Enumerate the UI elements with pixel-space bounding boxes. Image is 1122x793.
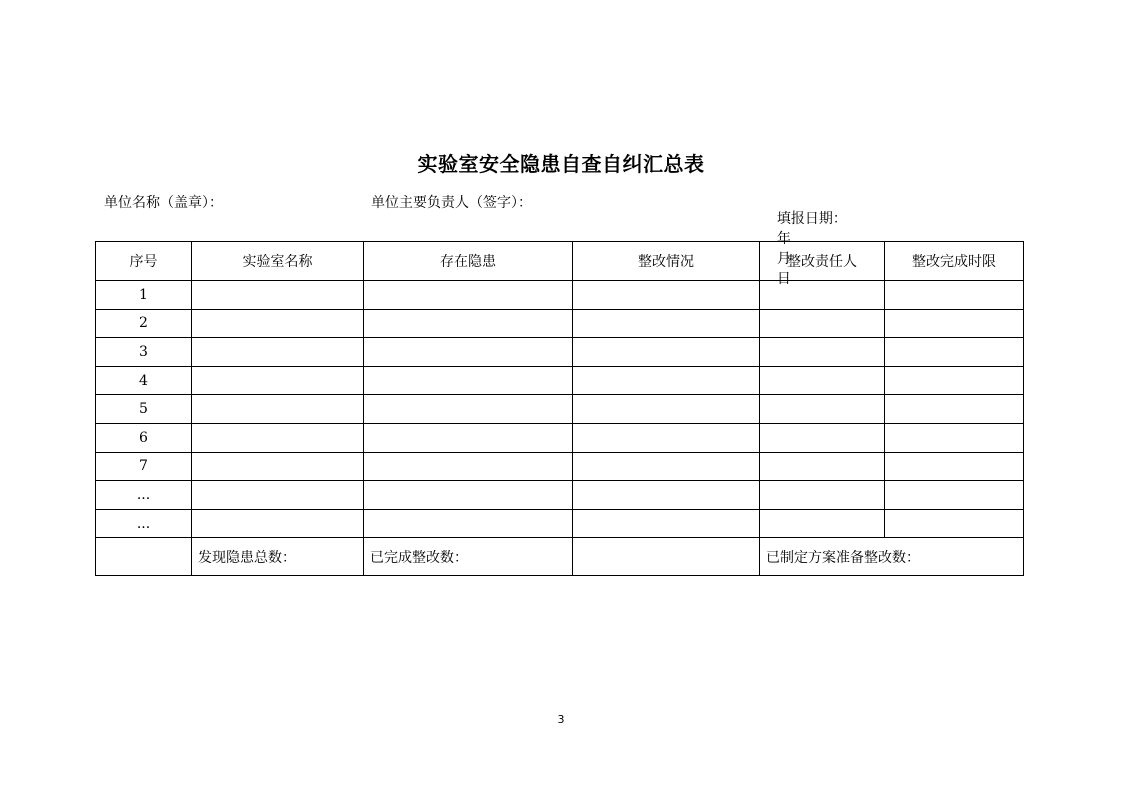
page-number: 3 [557, 713, 565, 726]
row-number: 6 [96, 423, 192, 452]
table-row [96, 309, 1024, 338]
rectification-cell[interactable] [573, 423, 760, 452]
date-month-label: 月 [776, 251, 791, 267]
responsible-cell[interactable] [760, 309, 885, 338]
deadline-cell[interactable] [885, 338, 1024, 367]
responsible-cell[interactable] [760, 281, 885, 310]
lab-name-cell[interactable] [192, 281, 364, 310]
rectification-cell[interactable] [573, 309, 760, 338]
lab-name-cell[interactable] [192, 452, 364, 481]
hazard-cell[interactable] [364, 395, 573, 424]
header-deadline: 整改完成时限 [885, 242, 1024, 281]
rectified-count-cell[interactable] [573, 538, 760, 576]
deadline-cell[interactable] [885, 309, 1024, 338]
row-number: 5 [96, 395, 192, 424]
responsible-cell[interactable] [760, 395, 885, 424]
table-row [96, 338, 1024, 367]
table-row [96, 366, 1024, 395]
row-number: ... [96, 509, 192, 538]
deadline-cell[interactable] [885, 481, 1024, 510]
summary-blank-cell [96, 538, 192, 576]
table-row [96, 395, 1024, 424]
deadline-cell[interactable] [885, 281, 1024, 310]
table-row [96, 509, 1024, 538]
header-responsible: 整改责任人 [760, 242, 885, 281]
table-row [96, 452, 1024, 481]
responsible-cell[interactable] [760, 452, 885, 481]
lab-name-cell[interactable] [192, 338, 364, 367]
planned-count-label: 已制定方案准备整改数： [760, 538, 1024, 576]
responsible-cell[interactable] [760, 481, 885, 510]
row-number: 1 [96, 281, 192, 310]
hazard-cell[interactable] [364, 509, 573, 538]
deadline-cell[interactable] [885, 366, 1024, 395]
header-lab-name: 实验室名称 [192, 242, 364, 281]
header-seq: 序号 [96, 242, 192, 281]
hazard-cell[interactable] [364, 452, 573, 481]
rectified-count-label: 已完成整改数： [364, 538, 573, 576]
hazard-cell[interactable] [364, 481, 573, 510]
table-row [96, 281, 1024, 310]
lab-name-cell[interactable] [192, 423, 364, 452]
unit-head-label: 单位主要负责人（签字）： [371, 195, 532, 211]
row-number: 2 [96, 309, 192, 338]
hazard-cell[interactable] [364, 281, 573, 310]
date-day-label: 日 [776, 271, 791, 287]
unit-name-label: 单位名称（盖章）： [104, 195, 223, 211]
hazard-cell[interactable] [364, 366, 573, 395]
rectification-cell[interactable] [573, 481, 760, 510]
hazard-cell[interactable] [364, 423, 573, 452]
row-number: 7 [96, 452, 192, 481]
summary-row [96, 538, 1024, 576]
row-number: ... [96, 481, 192, 510]
responsible-cell[interactable] [760, 509, 885, 538]
date-year-label: 年 [776, 231, 791, 247]
lab-name-cell[interactable] [192, 366, 364, 395]
hazard-cell[interactable] [364, 309, 573, 338]
header-hazard: 存在隐患 [364, 242, 573, 281]
hazard-summary-table [95, 241, 1024, 576]
page-title: 实验室安全隐患自查自纠汇总表 [417, 152, 705, 176]
report-date-label: 填报日期： [776, 211, 847, 227]
rectification-cell[interactable] [573, 338, 760, 367]
responsible-cell[interactable] [760, 338, 885, 367]
hazard-cell[interactable] [364, 338, 573, 367]
table-row [96, 423, 1024, 452]
responsible-cell[interactable] [760, 423, 885, 452]
deadline-cell[interactable] [885, 452, 1024, 481]
table-row [96, 481, 1024, 510]
rectification-cell[interactable] [573, 509, 760, 538]
header-rectification: 整改情况 [573, 242, 760, 281]
table-header-row [96, 242, 1024, 281]
rectification-cell[interactable] [573, 281, 760, 310]
responsible-cell[interactable] [760, 366, 885, 395]
rectification-cell[interactable] [573, 452, 760, 481]
deadline-cell[interactable] [885, 509, 1024, 538]
lab-name-cell[interactable] [192, 481, 364, 510]
lab-name-cell[interactable] [192, 309, 364, 338]
deadline-cell[interactable] [885, 395, 1024, 424]
rectification-cell[interactable] [573, 395, 760, 424]
rectification-cell[interactable] [573, 366, 760, 395]
row-number: 3 [96, 338, 192, 367]
lab-name-cell[interactable] [192, 395, 364, 424]
found-total-label: 发现隐患总数： [192, 538, 364, 576]
deadline-cell[interactable] [885, 423, 1024, 452]
row-number: 4 [96, 366, 192, 395]
lab-name-cell[interactable] [192, 509, 364, 538]
